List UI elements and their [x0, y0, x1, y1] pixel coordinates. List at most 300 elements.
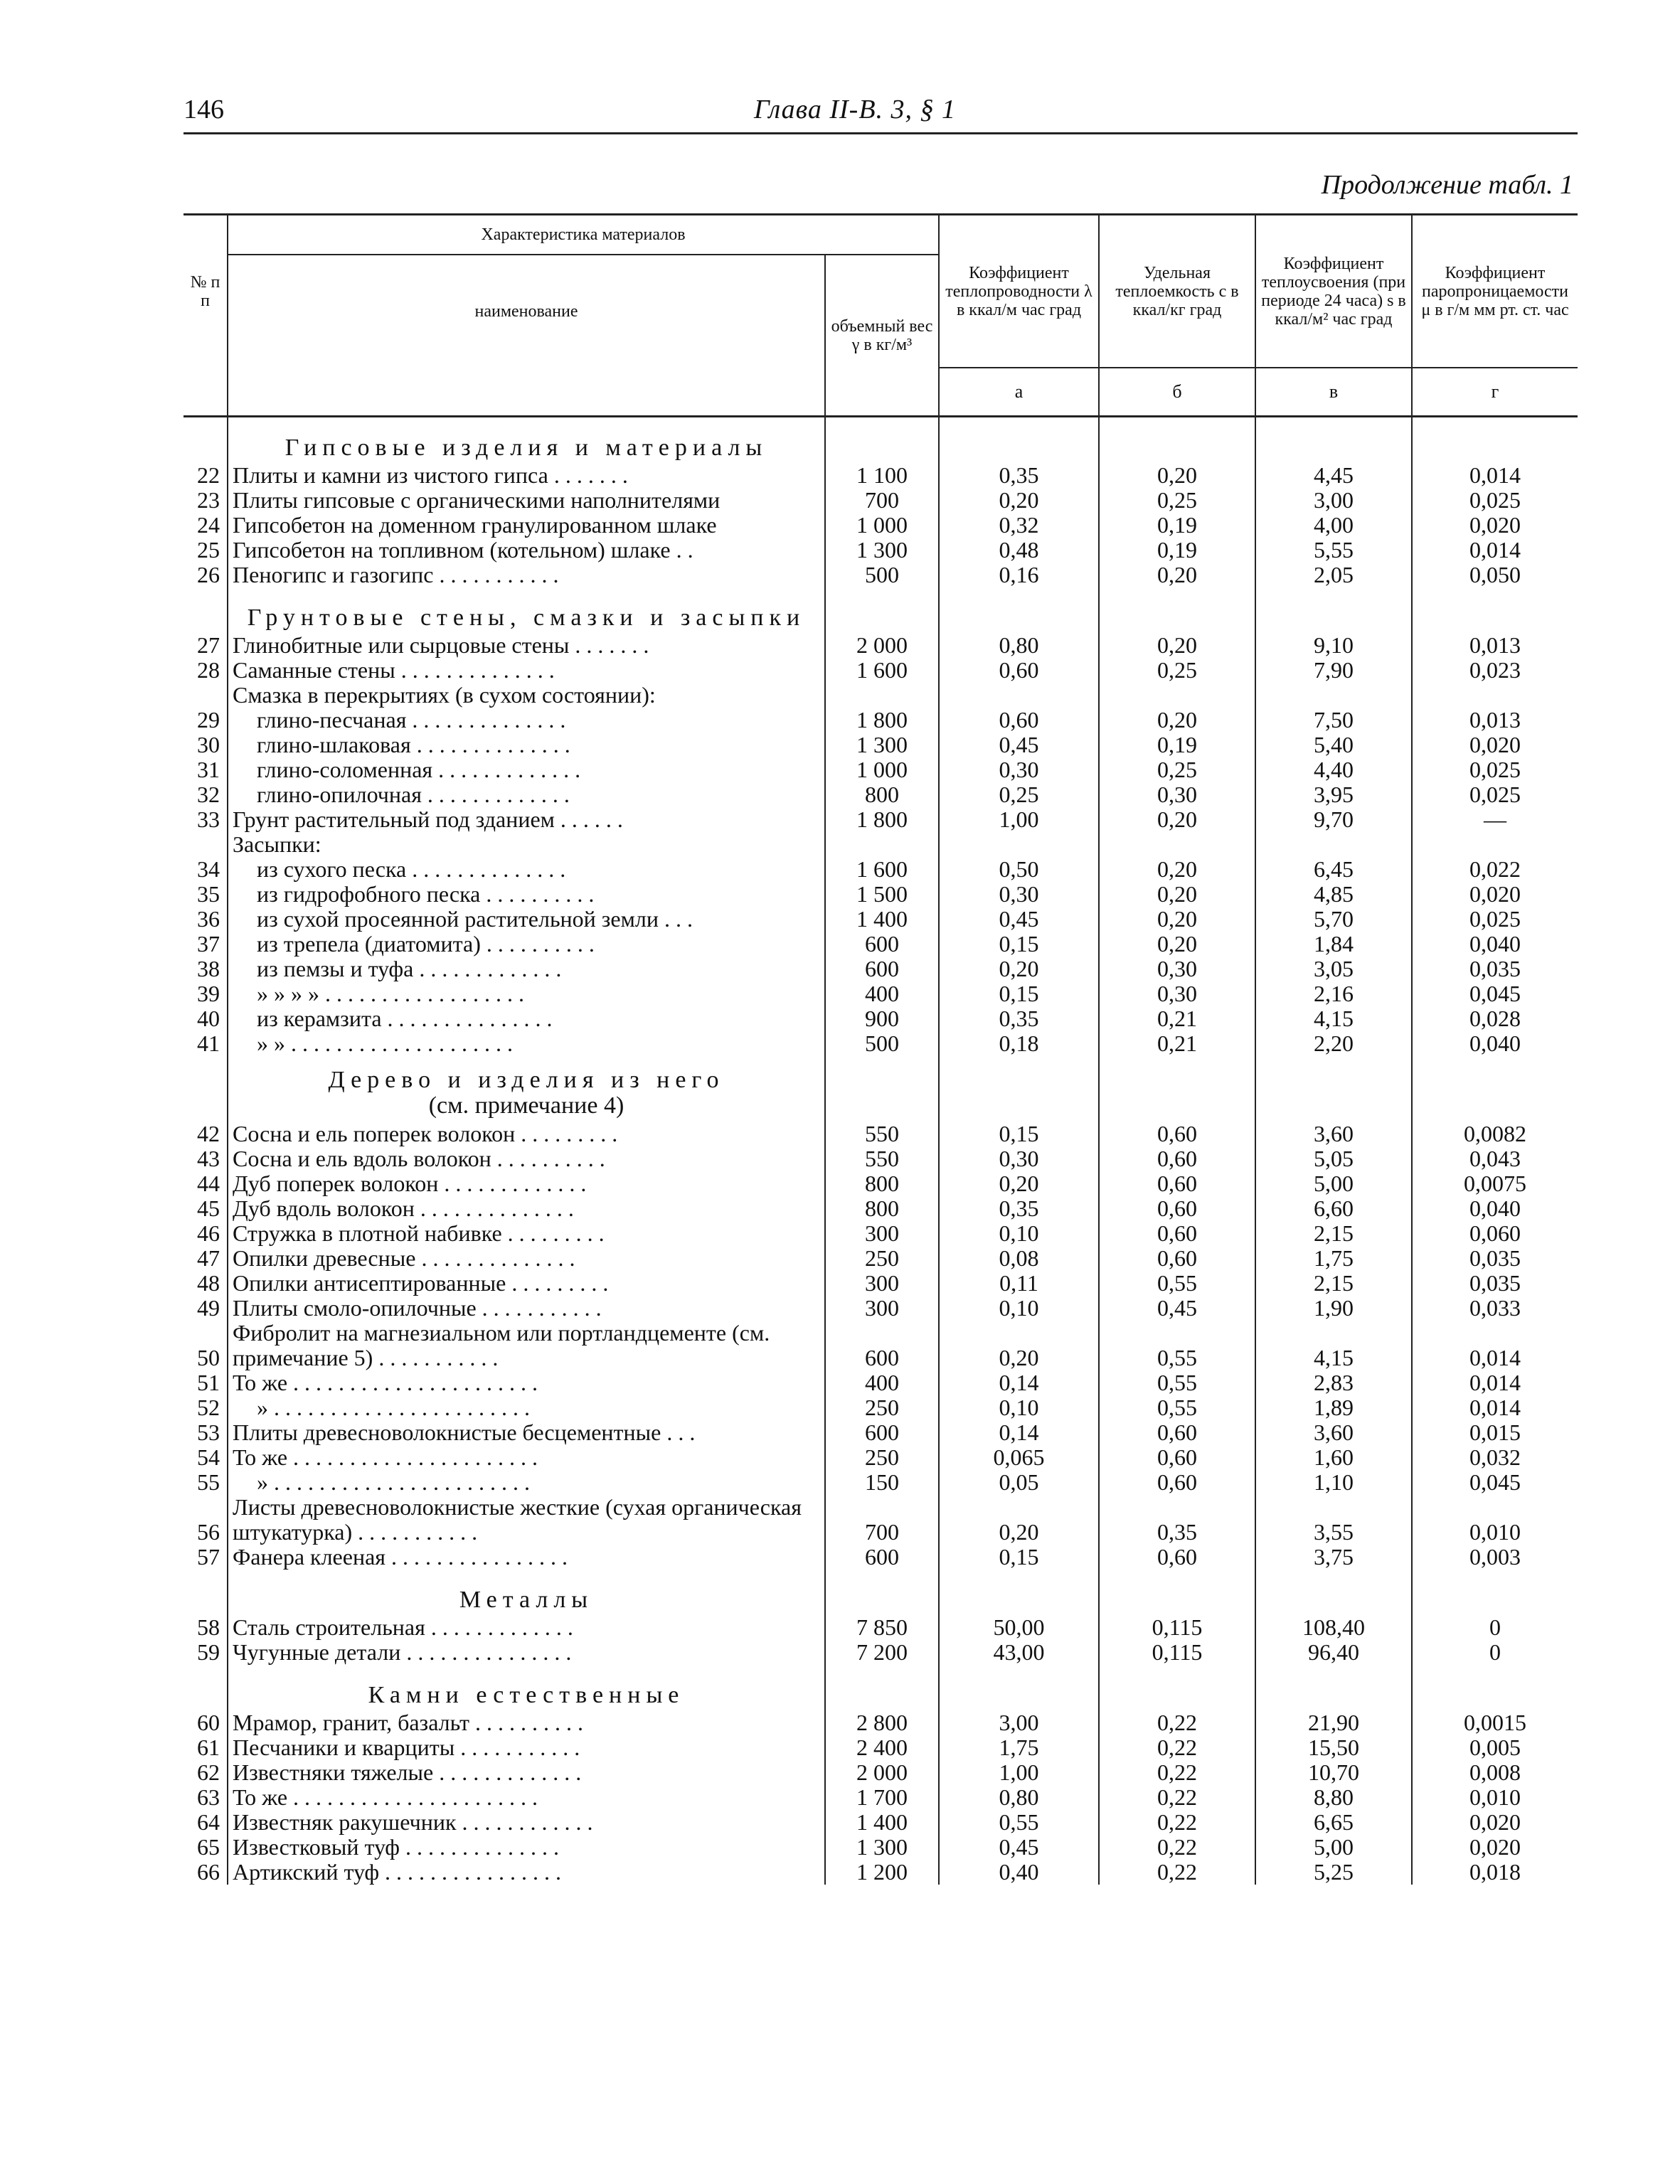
section-title: Металлы — [228, 1570, 825, 1615]
header-letter-b: б — [1099, 368, 1255, 417]
heat-absorption-cell: 4,45 — [1255, 463, 1412, 488]
specific-heat-cell: 0,20 — [1099, 907, 1255, 932]
specific-heat-cell: 0,60 — [1099, 1122, 1255, 1146]
thermal-conductivity-cell — [939, 832, 1099, 857]
table-row — [184, 957, 1578, 981]
row-number: 23 — [184, 488, 228, 513]
vapor-permeability-cell: 0,035 — [1469, 1246, 1521, 1271]
heat-absorption-cell: 4,85 — [1255, 882, 1412, 907]
material-name: Сосна и ель поперек волокон . . . . . . . . . — [228, 1122, 825, 1146]
table-row — [184, 932, 1578, 957]
material-name: Известняк ракушечник . . . . . . . . . . . . — [228, 1810, 825, 1835]
row-number: 41 — [184, 1031, 228, 1056]
table-row — [184, 658, 1578, 683]
specific-heat-cell: 0,60 — [1099, 1221, 1255, 1246]
row-number: 35 — [184, 882, 228, 907]
thermal-conductivity-cell: 0,14 — [939, 1370, 1099, 1395]
section-heading-row — [184, 1570, 1578, 1615]
specific-heat-cell: 0,60 — [1099, 1146, 1255, 1171]
specific-heat-cell: 0,25 — [1099, 757, 1255, 782]
bulk-density-cell: 2 800 — [825, 1710, 939, 1735]
row-number: 33 — [184, 807, 228, 832]
thermal-conductivity-cell: 0,10 — [939, 1296, 1099, 1321]
vapor-permeability-cell: 0,023 — [1469, 658, 1521, 683]
thermal-conductivity-cell: 0,15 — [939, 1122, 1099, 1146]
table-row — [184, 683, 1578, 708]
specific-heat-cell: 0,21 — [1099, 1031, 1255, 1056]
specific-heat-cell: 0,55 — [1099, 1321, 1255, 1370]
thermal-conductivity-cell: 0,05 — [939, 1470, 1099, 1495]
row-number: 36 — [184, 907, 228, 932]
heat-absorption-cell: 5,05 — [1255, 1146, 1412, 1171]
bulk-density-cell: 2 000 — [825, 1760, 939, 1785]
bulk-density-cell: 300 — [825, 1271, 939, 1296]
material-name: из сухого песка . . . . . . . . . . . . . . — [228, 857, 825, 882]
heat-absorption-cell: 2,83 — [1255, 1370, 1412, 1395]
header-weight: объемный вес γ в кг/м³ — [825, 255, 939, 417]
specific-heat-cell: 0,20 — [1099, 708, 1255, 733]
bulk-density-cell: 500 — [825, 1031, 939, 1056]
table-row — [184, 807, 1578, 832]
row-number: 39 — [184, 981, 228, 1006]
specific-heat-cell: 0,55 — [1099, 1271, 1255, 1296]
bulk-density-cell: 150 — [825, 1470, 939, 1495]
bulk-density-cell: 1 600 — [825, 658, 939, 683]
thermal-conductivity-cell: 0,32 — [939, 513, 1099, 538]
table-row — [184, 1122, 1578, 1146]
heat-absorption-cell: 5,40 — [1255, 733, 1412, 757]
table-row — [184, 1470, 1578, 1495]
table-body — [184, 417, 1578, 1885]
bulk-density-cell: 1 100 — [825, 463, 939, 488]
thermal-conductivity-cell: 0,48 — [939, 538, 1099, 563]
table-row — [184, 1146, 1578, 1171]
bulk-density-cell: 250 — [825, 1246, 939, 1271]
specific-heat-cell — [1099, 683, 1255, 708]
specific-heat-cell: 0,30 — [1099, 782, 1255, 807]
table-row — [184, 563, 1578, 587]
bulk-density-cell: 500 — [825, 563, 939, 587]
vapor-permeability-cell: 0,050 — [1469, 563, 1521, 587]
heat-absorption-cell: 2,20 — [1255, 1031, 1412, 1056]
section-heading-row — [184, 1665, 1578, 1710]
bulk-density-cell: 2 000 — [825, 633, 939, 658]
thermal-conductivity-cell: 0,60 — [939, 658, 1099, 683]
table-row — [184, 882, 1578, 907]
heat-absorption-cell: 1,60 — [1255, 1445, 1412, 1470]
bulk-density-cell — [825, 683, 939, 708]
heat-absorption-cell: 5,25 — [1255, 1860, 1412, 1885]
thermal-conductivity-cell: 0,20 — [939, 1321, 1099, 1370]
material-name: глино-шлаковая . . . . . . . . . . . . . . — [228, 733, 825, 757]
section-heading-row — [184, 417, 1578, 464]
row-number: 27 — [184, 633, 228, 658]
table-row — [184, 1006, 1578, 1031]
table-row — [184, 981, 1578, 1006]
material-name: из сухой просеянной растительной земли . . . — [228, 907, 825, 932]
vapor-permeability-cell: 0,033 — [1469, 1296, 1521, 1321]
row-number: 49 — [184, 1296, 228, 1321]
vapor-permeability-cell: 0,005 — [1469, 1735, 1521, 1760]
vapor-permeability-cell: 0,010 — [1469, 1785, 1521, 1810]
heat-absorption-cell: 4,15 — [1255, 1006, 1412, 1031]
row-number: 45 — [184, 1196, 228, 1221]
heat-absorption-cell: 15,50 — [1255, 1735, 1412, 1760]
heat-absorption-cell: 6,45 — [1255, 857, 1412, 882]
bulk-density-cell: 300 — [825, 1221, 939, 1246]
material-name: Фанера клееная . . . . . . . . . . . . . . . . — [228, 1545, 825, 1570]
table-row — [184, 1271, 1578, 1296]
bulk-density-cell: 250 — [825, 1395, 939, 1420]
specific-heat-cell: 0,35 — [1099, 1495, 1255, 1545]
bulk-density-cell: 800 — [825, 1196, 939, 1221]
specific-heat-cell: 0,55 — [1099, 1370, 1255, 1395]
specific-heat-cell — [1099, 832, 1255, 857]
vapor-permeability-cell: 0,045 — [1469, 1470, 1521, 1495]
header-col-v: Коэффициент теплоусвоения (при периоде 24 часа) s в ккал/м² час град — [1255, 215, 1412, 368]
bulk-density-cell: 1 700 — [825, 1785, 939, 1810]
thermal-conductivity-cell: 0,065 — [939, 1445, 1099, 1470]
row-number — [184, 832, 228, 857]
vapor-permeability-cell: 0,043 — [1469, 1146, 1521, 1171]
heat-absorption-cell: 7,90 — [1255, 658, 1412, 683]
bulk-density-cell: 300 — [825, 1296, 939, 1321]
specific-heat-cell: 0,55 — [1099, 1395, 1255, 1420]
table-row — [184, 513, 1578, 538]
table-row — [184, 1735, 1578, 1760]
header-col-a: Коэффициент теплопроводности λ в ккал/м час град — [939, 215, 1099, 368]
vapor-permeability-cell: 0,014 — [1469, 463, 1521, 488]
table-row — [184, 907, 1578, 932]
heat-absorption-cell: 2,16 — [1255, 981, 1412, 1006]
vapor-permeability-cell: 0,0015 — [1464, 1710, 1527, 1735]
material-name: Песчаники и кварциты . . . . . . . . . . . — [228, 1735, 825, 1760]
thermal-conductivity-cell: 0,80 — [939, 1785, 1099, 1810]
row-number: 48 — [184, 1271, 228, 1296]
specific-heat-cell: 0,20 — [1099, 463, 1255, 488]
heat-absorption-cell: 3,55 — [1255, 1495, 1412, 1545]
material-name: из пемзы и туфа . . . . . . . . . . . . . — [228, 957, 825, 981]
heat-absorption-cell: 2,05 — [1255, 563, 1412, 587]
row-number: 63 — [184, 1785, 228, 1810]
vapor-permeability-cell: 0,022 — [1469, 857, 1521, 882]
table-row — [184, 832, 1578, 857]
thermal-conductivity-cell: 0,60 — [939, 708, 1099, 733]
bulk-density-cell: 400 — [825, 1370, 939, 1395]
material-name: » » . . . . . . . . . . . . . . . . . . . . — [228, 1031, 825, 1056]
thermal-conductivity-cell: 0,25 — [939, 782, 1099, 807]
row-number: 64 — [184, 1810, 228, 1835]
heat-absorption-cell: 4,40 — [1255, 757, 1412, 782]
material-name: Плиты и камни из чистого гипса . . . . . . . — [228, 463, 825, 488]
header-name: наименование — [228, 255, 825, 368]
bulk-density-cell: 600 — [825, 1545, 939, 1570]
heat-absorption-cell: 4,00 — [1255, 513, 1412, 538]
bulk-density-cell: 800 — [825, 1171, 939, 1196]
heat-absorption-cell: 7,50 — [1255, 708, 1412, 733]
table-row — [184, 1296, 1578, 1321]
thermal-conductivity-cell — [939, 683, 1099, 708]
thermal-conductivity-cell: 0,10 — [939, 1221, 1099, 1246]
vapor-permeability-cell: 0,035 — [1469, 1271, 1521, 1296]
table-row — [184, 1246, 1578, 1271]
row-number: 51 — [184, 1370, 228, 1395]
material-name: из керамзита . . . . . . . . . . . . . . . — [228, 1006, 825, 1031]
material-name: Саманные стены . . . . . . . . . . . . . . — [228, 658, 825, 683]
heat-absorption-cell: 5,00 — [1255, 1171, 1412, 1196]
material-name: Дуб вдоль волокон . . . . . . . . . . . . . . — [228, 1196, 825, 1221]
bulk-density-cell: 1 400 — [825, 1810, 939, 1835]
vapor-permeability-cell: 0,014 — [1469, 1370, 1521, 1395]
specific-heat-cell: 0,115 — [1099, 1615, 1255, 1640]
thermal-conductivity-cell: 0,14 — [939, 1420, 1099, 1445]
specific-heat-cell: 0,20 — [1099, 633, 1255, 658]
row-number: 54 — [184, 1445, 228, 1470]
table-row — [184, 857, 1578, 882]
specific-heat-cell: 0,22 — [1099, 1810, 1255, 1835]
row-number: 34 — [184, 857, 228, 882]
vapor-permeability-cell: 0,028 — [1469, 1006, 1521, 1031]
section-title-text: Дерево и изделия из него — [328, 1067, 725, 1093]
table-row — [184, 538, 1578, 563]
header-col-b: Удельная теплоемкость c в ккал/кг град — [1099, 215, 1255, 368]
thermal-conductivity-cell: 0,30 — [939, 1146, 1099, 1171]
table-row — [184, 1760, 1578, 1785]
table-row — [184, 1445, 1578, 1470]
row-number: 62 — [184, 1760, 228, 1785]
vapor-permeability-cell: 0,045 — [1469, 981, 1521, 1006]
vapor-permeability-cell — [1412, 683, 1578, 708]
material-name: Глинобитные или сырцовые стены . . . . . . . — [228, 633, 825, 658]
table-row — [184, 1615, 1578, 1640]
specific-heat-cell: 0,19 — [1099, 733, 1255, 757]
vapor-permeability-cell: 0,035 — [1469, 957, 1521, 981]
vapor-permeability-cell: 0,025 — [1469, 757, 1521, 782]
heat-absorption-cell: 5,00 — [1255, 1835, 1412, 1860]
vapor-permeability-cell: 0,015 — [1469, 1420, 1521, 1445]
thermal-conductivity-cell: 0,80 — [939, 633, 1099, 658]
bulk-density-cell: 700 — [825, 488, 939, 513]
material-name: Известняки тяжелые . . . . . . . . . . . . . — [228, 1760, 825, 1785]
thermal-conductivity-cell: 0,20 — [939, 957, 1099, 981]
row-number: 40 — [184, 1006, 228, 1031]
bulk-density-cell: 1 300 — [825, 1835, 939, 1860]
heat-absorption-cell: 108,40 — [1255, 1615, 1412, 1640]
thermal-conductivity-cell: 0,15 — [939, 932, 1099, 957]
thermal-conductivity-cell: 0,10 — [939, 1395, 1099, 1420]
specific-heat-cell: 0,25 — [1099, 488, 1255, 513]
table-row — [184, 488, 1578, 513]
material-name: Мрамор, гранит, базальт . . . . . . . . . . — [228, 1710, 825, 1735]
table-row — [184, 1495, 1578, 1545]
table-row — [184, 1860, 1578, 1885]
heat-absorption-cell: 5,55 — [1255, 538, 1412, 563]
header-characteristics: Характеристика материалов — [228, 215, 939, 255]
header-letter-v: в — [1255, 368, 1412, 417]
material-name: Засыпки: — [228, 832, 825, 857]
material-name: Опилки антисептированные . . . . . . . . . — [228, 1271, 825, 1296]
bulk-density-cell: 600 — [825, 957, 939, 981]
vapor-permeability-cell: 0,003 — [1469, 1545, 1521, 1570]
material-name: Фибролит на магнезиальном или портландцементе (см. примечание 5) . . . . . . . . . . . — [228, 1321, 825, 1370]
heat-absorption-cell: 6,65 — [1255, 1810, 1412, 1835]
table-row — [184, 1031, 1578, 1056]
table-row — [184, 633, 1578, 658]
header-rule — [184, 132, 1578, 134]
bulk-density-cell: 1 600 — [825, 857, 939, 882]
bulk-density-cell: 1 300 — [825, 733, 939, 757]
bulk-density-cell: 1 300 — [825, 538, 939, 563]
section-title — [228, 1056, 825, 1122]
vapor-permeability-cell: 0 — [1489, 1640, 1501, 1665]
row-number: 24 — [184, 513, 228, 538]
vapor-permeability-cell: 0,008 — [1469, 1760, 1521, 1785]
row-number: 57 — [184, 1545, 228, 1570]
bulk-density-cell: 1 800 — [825, 708, 939, 733]
header-num: № п п — [184, 215, 228, 368]
table-row — [184, 1196, 1578, 1221]
row-number: 26 — [184, 563, 228, 587]
material-name: » . . . . . . . . . . . . . . . . . . . . . . . — [228, 1395, 825, 1420]
specific-heat-cell: 0,20 — [1099, 857, 1255, 882]
bulk-density-cell: 600 — [825, 932, 939, 957]
header-letter-a: а — [939, 368, 1099, 417]
thermal-conductivity-cell: 0,35 — [939, 463, 1099, 488]
specific-heat-cell: 0,25 — [1099, 658, 1255, 683]
material-name: Сталь строительная . . . . . . . . . . . . . — [228, 1615, 825, 1640]
row-number: 55 — [184, 1470, 228, 1495]
specific-heat-cell: 0,19 — [1099, 538, 1255, 563]
heat-absorption-cell: 2,15 — [1255, 1221, 1412, 1246]
specific-heat-cell: 0,20 — [1099, 563, 1255, 587]
material-name: Плиты гипсовые с органическими наполнителями — [228, 488, 825, 513]
bulk-density-cell: 400 — [825, 981, 939, 1006]
bulk-density-cell: 550 — [825, 1122, 939, 1146]
table-row — [184, 1370, 1578, 1395]
heat-absorption-cell: 3,75 — [1255, 1545, 1412, 1570]
vapor-permeability-cell: 0,014 — [1469, 538, 1521, 563]
thermal-conductivity-cell: 1,75 — [939, 1735, 1099, 1760]
table-row — [184, 733, 1578, 757]
specific-heat-cell: 0,20 — [1099, 807, 1255, 832]
thermal-conductivity-cell: 43,00 — [939, 1640, 1099, 1665]
material-name: То же . . . . . . . . . . . . . . . . . . . . . . — [228, 1370, 825, 1395]
heat-absorption-cell — [1255, 683, 1412, 708]
table-row — [184, 757, 1578, 782]
row-number: 32 — [184, 782, 228, 807]
material-name: Гипсобетон на топливном (котельном) шлаке . . — [228, 538, 825, 563]
material-name: » » » » . . . . . . . . . . . . . . . . . . — [228, 981, 825, 1006]
header-letter-g: г — [1491, 381, 1499, 402]
material-name: То же . . . . . . . . . . . . . . . . . . . . . . — [228, 1445, 825, 1470]
thermal-conductivity-cell: 1,00 — [939, 807, 1099, 832]
vapor-permeability-cell: 0,013 — [1469, 633, 1521, 658]
heat-absorption-cell: 6,60 — [1255, 1196, 1412, 1221]
material-name: Дуб поперек волокон . . . . . . . . . . . . . — [228, 1171, 825, 1196]
specific-heat-cell: 0,115 — [1099, 1640, 1255, 1665]
material-name: Известковый туф . . . . . . . . . . . . . . — [228, 1835, 825, 1860]
thermal-conductivity-cell: 0,45 — [939, 907, 1099, 932]
row-number: 59 — [184, 1640, 228, 1665]
material-name: из трепела (диатомита) . . . . . . . . . . — [228, 932, 825, 957]
thermal-conductivity-cell: 0,08 — [939, 1246, 1099, 1271]
bulk-density-cell: 1 200 — [825, 1860, 939, 1885]
specific-heat-cell: 0,30 — [1099, 957, 1255, 981]
vapor-permeability-cell: 0,020 — [1469, 882, 1521, 907]
specific-heat-cell: 0,20 — [1099, 882, 1255, 907]
page-number: 146 — [184, 95, 224, 124]
bulk-density-cell: 1 400 — [825, 907, 939, 932]
specific-heat-cell: 0,60 — [1099, 1420, 1255, 1445]
heat-absorption-cell: 2,15 — [1255, 1271, 1412, 1296]
table-row — [184, 1710, 1578, 1735]
row-number: 25 — [184, 538, 228, 563]
row-number: 47 — [184, 1246, 228, 1271]
bulk-density-cell: 1 000 — [825, 757, 939, 782]
heat-absorption-cell: 21,90 — [1255, 1710, 1412, 1735]
vapor-permeability-cell: 0,020 — [1469, 733, 1521, 757]
material-name: глино-песчаная . . . . . . . . . . . . . . — [228, 708, 825, 733]
bulk-density-cell: 1 500 — [825, 882, 939, 907]
table-row — [184, 463, 1578, 488]
material-name: Стружка в плотной набивке . . . . . . . . . — [228, 1221, 825, 1246]
heat-absorption-cell: 8,80 — [1255, 1785, 1412, 1810]
thermal-conductivity-cell: 0,45 — [939, 733, 1099, 757]
table-row — [184, 782, 1578, 807]
row-number: 52 — [184, 1395, 228, 1420]
table-row — [184, 1221, 1578, 1246]
specific-heat-cell: 0,60 — [1099, 1246, 1255, 1271]
section-subtitle: (см. примечание 4) — [428, 1092, 624, 1119]
section-title: Гипсовые изделия и материалы — [228, 417, 825, 464]
bulk-density-cell: 700 — [825, 1495, 939, 1545]
thermal-conductivity-cell: 0,11 — [939, 1271, 1099, 1296]
heat-absorption-cell — [1255, 832, 1412, 857]
heat-absorption-cell: 96,40 — [1255, 1640, 1412, 1665]
vapor-permeability-cell: 0,013 — [1469, 708, 1521, 733]
row-number: 50 — [184, 1321, 228, 1370]
vapor-permeability-cell: 0,014 — [1469, 1345, 1521, 1370]
bulk-density-cell: 250 — [825, 1445, 939, 1470]
heat-absorption-cell: 1,89 — [1255, 1395, 1412, 1420]
specific-heat-cell: 0,60 — [1099, 1196, 1255, 1221]
thermal-conductivity-cell: 0,20 — [939, 1171, 1099, 1196]
specific-heat-cell: 0,22 — [1099, 1735, 1255, 1760]
row-number: 66 — [184, 1860, 228, 1885]
row-number: 38 — [184, 957, 228, 981]
vapor-permeability-cell — [1412, 832, 1578, 857]
row-number: 53 — [184, 1420, 228, 1445]
row-number: 44 — [184, 1171, 228, 1196]
table-row — [184, 1810, 1578, 1835]
thermal-conductivity-cell: 0,40 — [939, 1860, 1099, 1885]
thermal-conductivity-cell: 0,30 — [939, 882, 1099, 907]
bulk-density-cell: 800 — [825, 782, 939, 807]
vapor-permeability-cell: 0,040 — [1469, 1031, 1521, 1056]
material-name: » . . . . . . . . . . . . . . . . . . . . . . . — [228, 1470, 825, 1495]
thermal-conductivity-cell: 0,18 — [939, 1031, 1099, 1056]
row-number: 46 — [184, 1221, 228, 1246]
material-name: из гидрофобного песка . . . . . . . . . . — [228, 882, 825, 907]
section-title: Камни естественные — [228, 1665, 825, 1710]
thermal-conductivity-cell: 3,00 — [939, 1710, 1099, 1735]
thermal-conductivity-cell: 0,35 — [939, 1196, 1099, 1221]
thermal-conductivity-cell: 0,16 — [939, 563, 1099, 587]
vapor-permeability-cell: — — [1484, 807, 1507, 832]
vapor-permeability-cell: 0,020 — [1469, 1810, 1521, 1835]
row-number: 31 — [184, 757, 228, 782]
heat-absorption-cell: 3,05 — [1255, 957, 1412, 981]
